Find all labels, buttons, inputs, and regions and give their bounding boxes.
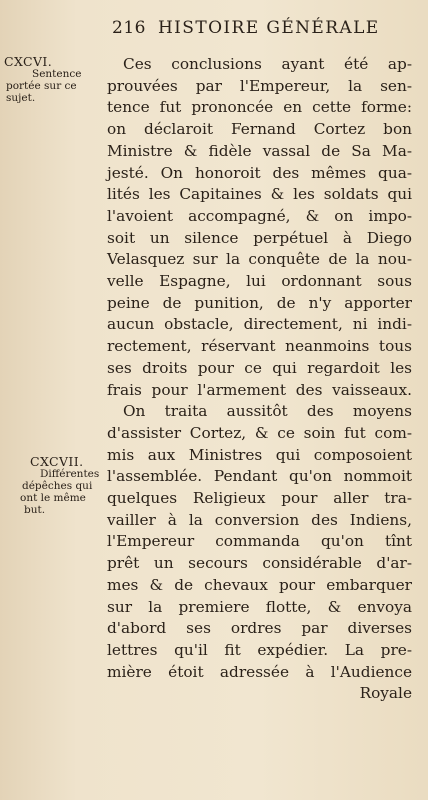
text-line: lettres qu'il fit expédier. La pre- [107,640,412,659]
text-line: l'avoient accompagné, & on impo- [107,206,412,225]
page-header [112,18,414,38]
text-line: on déclaroit Fernand Cortez bon [107,120,412,139]
margin-note-cxcvi [4,56,104,104]
text-line: Ministre & fidèle vassal de Sa Ma- [107,141,412,160]
margin-note-line: ont le même [20,492,86,504]
text-line: vailler à la conversion des Indiens, [107,510,412,529]
paragraph-1 [107,54,412,401]
margin-note-cxcvii [4,456,104,516]
text-line: l'assemblée. Pendant qu'on nommoit [107,467,412,486]
text-line: soit un silence perpétuel à Diego [107,228,412,247]
text-line: tence fut prononcée en cette forme: [107,98,412,117]
text-line: sur la premiere flotte, & envoya [107,597,412,616]
text-line: On traita aussitôt des moyens [123,402,412,421]
text-line: quelques Religieux pour aller tra- [107,489,412,508]
page-number: 216 [112,18,146,38]
margin-note-numeral: CXCVI. [4,54,53,69]
text-line: prouvées par l'Empereur, la sen- [107,76,412,95]
text-line: aucun obstacle, directement, ni indi- [107,315,412,334]
margin-note-line: portée sur ce [6,80,77,92]
margin-note-line: sujet. [6,92,36,104]
text-line: mis aux Ministres qui composoient [107,445,412,464]
margin-note-numeral: CXCVII. [30,454,84,469]
text-line: frais pour l'armement des vaisseaux. [107,380,412,399]
text-line: lités les Capitaines & les soldats qui [107,185,412,204]
running-title: HISTOIRE GÉNÉRALE [157,18,380,38]
text-line: Velasquez sur la conquête de la nou- [107,250,412,269]
margin-note-line: Sentence [32,68,82,80]
catchword: Royale [359,684,412,703]
text-line: Ces conclusions ayant été ap- [123,55,412,73]
text-line: ses droits pour ce qui regardoit les [107,358,412,377]
text-line: prêt un secours considérable d'ar- [107,554,412,573]
paragraph-2 [107,401,412,705]
text-line: velle Espagne, lui ordonnant sous [107,272,412,291]
margin-note-line: Différentes [40,468,100,480]
text-line: d'assister Cortez, & ce soin fut com- [107,423,412,442]
text-line: jesté. On honoroit des mêmes qua- [107,163,412,182]
text-line: rectement, réservant neanmoins tous [107,337,412,356]
body-text [107,54,412,705]
text-line: peine de punition, de n'y apporter [107,293,412,312]
margin-note-line: but. [24,504,46,516]
text-line: mière étoit adressée à l'Audience [107,662,412,681]
text-line: l'Empereur commanda qu'on tînt [107,532,412,551]
text-line: d'abord ses ordres par diverses [107,619,412,638]
text-line: mes & de chevaux pour embarquer [107,575,412,594]
margin-note-line: dépêches qui [22,480,93,492]
